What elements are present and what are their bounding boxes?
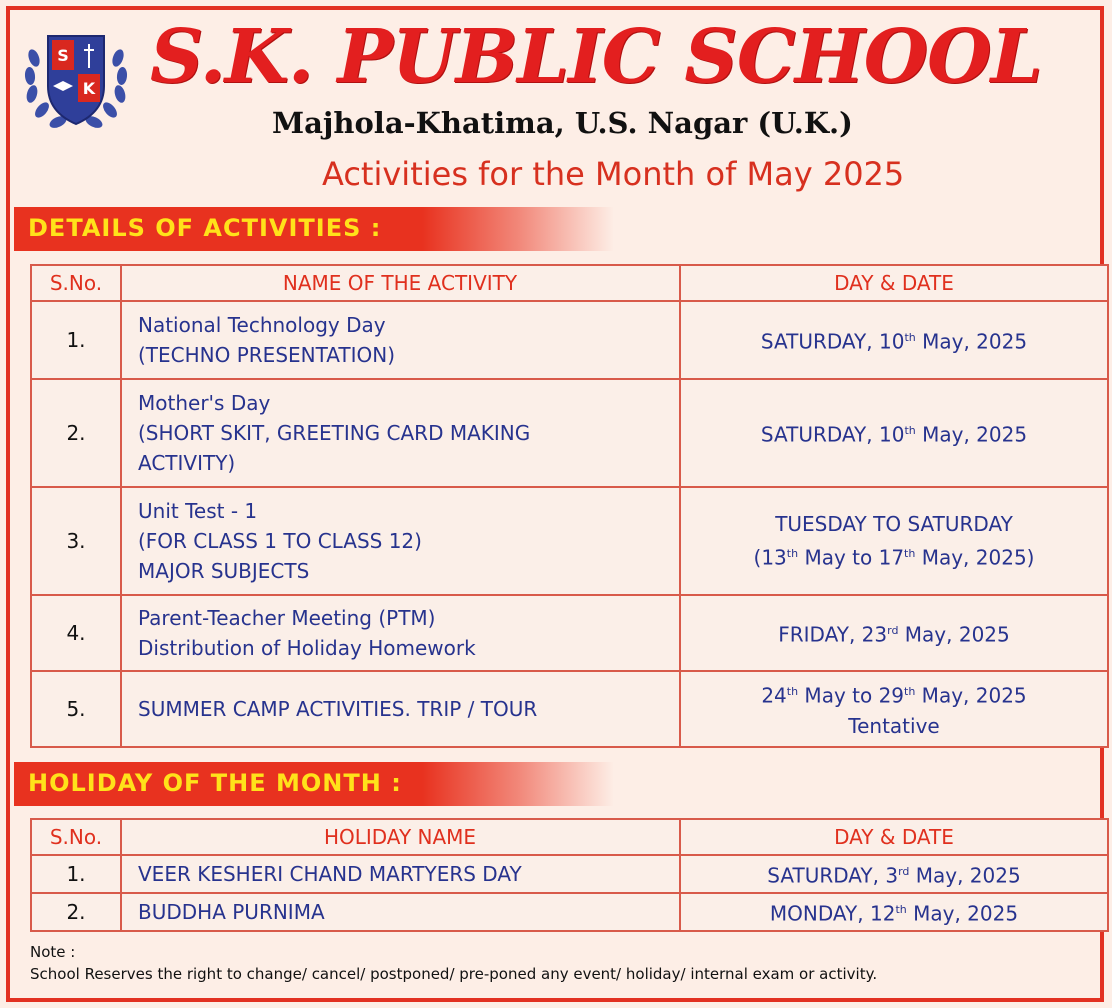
column-header-sno: S.No. — [31, 265, 121, 301]
cell-name-line: ACTIVITY) — [138, 451, 236, 475]
cell-name-line: National Technology Day — [138, 313, 386, 337]
cell-sno: 1. — [31, 301, 121, 379]
cell-name-line: MAJOR SUBJECTS — [138, 559, 310, 583]
cell-name-line: SUMMER CAMP ACTIVITIES. TRIP / TOUR — [138, 697, 538, 721]
ordinal-suffix: th — [895, 903, 907, 917]
table-row — [31, 893, 1108, 931]
cell-sno: 3. — [31, 487, 121, 595]
holidays-table — [30, 818, 1109, 932]
cell-name-line: (SHORT SKIT, GREETING CARD MAKING — [138, 421, 531, 445]
cell-date — [680, 893, 1108, 931]
table-row — [31, 595, 1108, 671]
cell-name — [121, 379, 680, 487]
table-header-row — [31, 265, 1108, 301]
holidays-table-body — [31, 855, 1108, 931]
cell-name — [121, 487, 680, 595]
cell-name — [121, 595, 680, 671]
cell-name — [121, 301, 680, 379]
cell-sno: 2. — [31, 893, 121, 931]
cell-date — [680, 301, 1108, 379]
ordinal-suffix: th — [904, 424, 916, 438]
table-row — [31, 379, 1108, 487]
activities-table — [30, 264, 1109, 748]
cell-date-line: (13th May to 17th May, 2025) — [753, 545, 1035, 570]
cell-name-line: (FOR CLASS 1 TO CLASS 12) — [138, 529, 422, 553]
column-header-activity: NAME OF THE ACTIVITY — [121, 265, 680, 301]
cell-date — [680, 595, 1108, 671]
cell-sno: 4. — [31, 595, 121, 671]
column-header-holiday: HOLIDAY NAME — [121, 819, 680, 855]
cell-date-line: 24th May to 29th May, 2025 — [761, 683, 1027, 708]
cell-name-line: (TECHNO PRESENTATION) — [138, 343, 396, 367]
activities-section-banner — [14, 207, 614, 251]
cell-date — [680, 671, 1108, 747]
cell-name-line: Parent-Teacher Meeting (PTM) — [138, 606, 436, 630]
cell-date-line: FRIDAY, 23rd May, 2025 — [778, 622, 1010, 647]
table-header-row — [31, 819, 1108, 855]
cell-date-line: TUESDAY TO SATURDAY — [775, 512, 1013, 537]
cell-sno: 5. — [31, 671, 121, 747]
cell-sno: 2. — [31, 379, 121, 487]
month-title: Activities for the Month of May 2025 — [322, 155, 905, 193]
table-row — [31, 301, 1108, 379]
cell-name-line: BUDDHA PURNIMA — [138, 900, 325, 924]
cell-date — [680, 379, 1108, 487]
logo-letter-k: K — [82, 79, 96, 98]
cell-date-line: SATURDAY, 10th May, 2025 — [760, 422, 1028, 447]
cell-sno: 1. — [31, 855, 121, 893]
cell-date-line: SATURDAY, 3rd May, 2025 — [767, 863, 1021, 888]
cell-date-line: MONDAY, 12th May, 2025 — [769, 901, 1019, 926]
school-name: S.K. PUBLIC SCHOOL — [150, 14, 1042, 100]
ordinal-suffix: th — [904, 547, 916, 561]
cell-date-line: Tentative — [848, 713, 940, 738]
cell-date — [680, 487, 1108, 595]
activities-table-body — [31, 301, 1108, 747]
holidays-section-banner — [14, 762, 614, 806]
cell-date-line: SATURDAY, 10th May, 2025 — [760, 329, 1028, 354]
holidays-section-title: HOLIDAY OF THE MONTH : — [28, 769, 402, 797]
cell-name — [121, 855, 680, 893]
cell-name-line: Mother's Day — [138, 391, 271, 415]
column-header-date: DAY & DATE — [680, 265, 1108, 301]
cell-date — [680, 855, 1108, 893]
cell-name — [121, 893, 680, 931]
ordinal-suffix: th — [904, 685, 916, 699]
table-row — [31, 671, 1108, 747]
table-row — [31, 487, 1108, 595]
cell-name-line: Unit Test - 1 — [138, 499, 258, 523]
school-address: Majhola-Khatima, U.S. Nagar (U.K.) — [272, 106, 853, 140]
ordinal-suffix: th — [786, 685, 799, 699]
note-label: Note : — [30, 943, 76, 961]
column-header-date: DAY & DATE — [680, 819, 1108, 855]
table-row — [31, 855, 1108, 893]
column-header-sno: S.No. — [31, 819, 121, 855]
activities-section-title: DETAILS OF ACTIVITIES : — [28, 214, 382, 242]
school-logo — [20, 24, 132, 136]
cell-name-line: Distribution of Holiday Homework — [138, 636, 476, 660]
ordinal-suffix: rd — [887, 624, 899, 638]
cell-name — [121, 671, 680, 747]
ordinal-suffix: th — [786, 547, 799, 561]
logo-letter-s: S — [57, 46, 69, 65]
cell-name-line: VEER KESHERI CHAND MARTYERS DAY — [138, 862, 522, 886]
ordinal-suffix: rd — [898, 865, 910, 879]
note-text: School Reserves the right to change/ cancel/ postponed/ pre-poned any event/ holiday/ internal exam or activity. — [30, 965, 878, 983]
ordinal-suffix: th — [904, 331, 916, 345]
